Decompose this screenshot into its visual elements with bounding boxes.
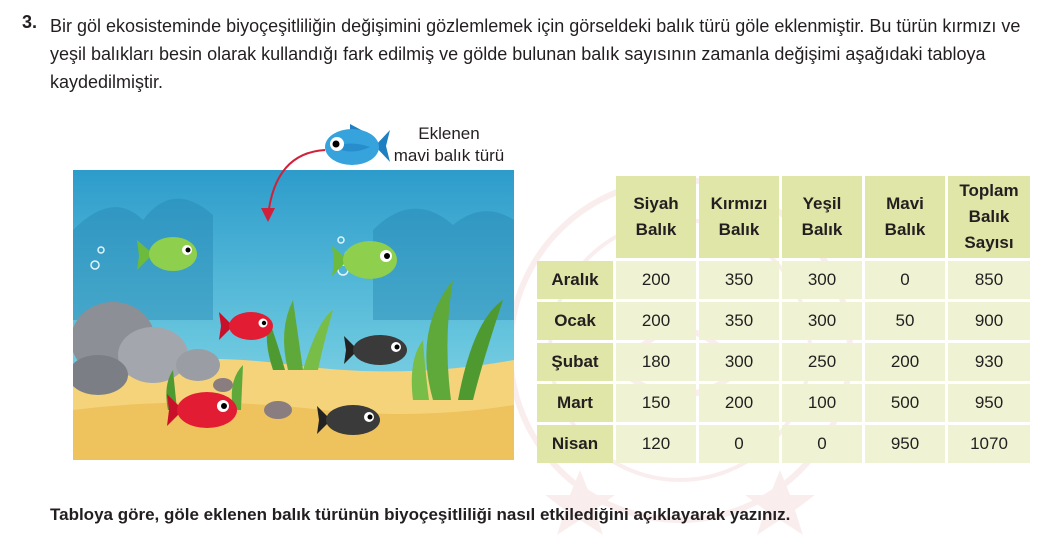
table-cell: 200 bbox=[865, 343, 945, 381]
row-label: Ocak bbox=[537, 302, 613, 340]
table-cell: 300 bbox=[699, 343, 779, 381]
row-label: Nisan bbox=[537, 425, 613, 463]
header-black-fish: Siyah Balık bbox=[616, 176, 696, 258]
table-cell: 120 bbox=[616, 425, 696, 463]
table-row bbox=[537, 343, 1030, 381]
header-red-fish: Kırmızı Balık bbox=[699, 176, 779, 258]
task-instruction: Tabloya göre, göle eklenen balık türünün biyoçeşitliliği nasıl etkilediğini açıklayarak yazınız. bbox=[50, 505, 791, 524]
table-cell: 1070 bbox=[948, 425, 1030, 463]
table-cell: 50 bbox=[865, 302, 945, 340]
callout-line-1: Eklenen bbox=[418, 124, 480, 143]
arrow-icon bbox=[255, 138, 335, 228]
table-row bbox=[537, 425, 1030, 463]
table-cell: 300 bbox=[782, 302, 862, 340]
table-cell: 850 bbox=[948, 261, 1030, 299]
table-cell: 900 bbox=[948, 302, 1030, 340]
fish-count-table bbox=[534, 173, 1033, 466]
header-blue-fish: Mavi Balık bbox=[865, 176, 945, 258]
table-cell: 200 bbox=[616, 302, 696, 340]
question-text: Bir göl ekosisteminde biyoçeşitliliğin değişimini gözlemlemek için görseldeki balık türü göle eklenmiştir. Bu türün kırmızı ve yeşil balıkları besin olarak kullandığı fark edilmiş ve gölde bulunan balık sayısının zamanla değişimi aşağıdaki tabloya kaydedilmiştir. bbox=[50, 16, 1021, 92]
table-cell: 930 bbox=[948, 343, 1030, 381]
table-cell: 0 bbox=[865, 261, 945, 299]
table-row bbox=[537, 302, 1030, 340]
table-cell: 300 bbox=[782, 261, 862, 299]
table-corner bbox=[537, 176, 613, 258]
question-number: 3. bbox=[22, 12, 38, 32]
header-green-fish: Yeşil Balık bbox=[782, 176, 862, 258]
table-cell: 200 bbox=[616, 261, 696, 299]
table-cell: 950 bbox=[865, 425, 945, 463]
table-row bbox=[537, 384, 1030, 422]
row-label: Mart bbox=[537, 384, 613, 422]
table-cell: 180 bbox=[616, 343, 696, 381]
table-cell: 200 bbox=[699, 384, 779, 422]
table-row bbox=[537, 261, 1030, 299]
added-species-callout bbox=[388, 123, 510, 167]
table-header-row bbox=[537, 176, 1030, 258]
table-cell: 150 bbox=[616, 384, 696, 422]
table-cell: 350 bbox=[699, 302, 779, 340]
row-label: Aralık bbox=[537, 261, 613, 299]
table-cell: 0 bbox=[699, 425, 779, 463]
table-cell: 250 bbox=[782, 343, 862, 381]
table-cell: 500 bbox=[865, 384, 945, 422]
table-cell: 350 bbox=[699, 261, 779, 299]
table-cell: 100 bbox=[782, 384, 862, 422]
callout-line-2: mavi balık türü bbox=[393, 146, 505, 165]
table-cell: 950 bbox=[948, 384, 1030, 422]
header-total: Toplam Balık Sayısı bbox=[948, 176, 1030, 258]
table-cell: 0 bbox=[782, 425, 862, 463]
row-label: Şubat bbox=[537, 343, 613, 381]
